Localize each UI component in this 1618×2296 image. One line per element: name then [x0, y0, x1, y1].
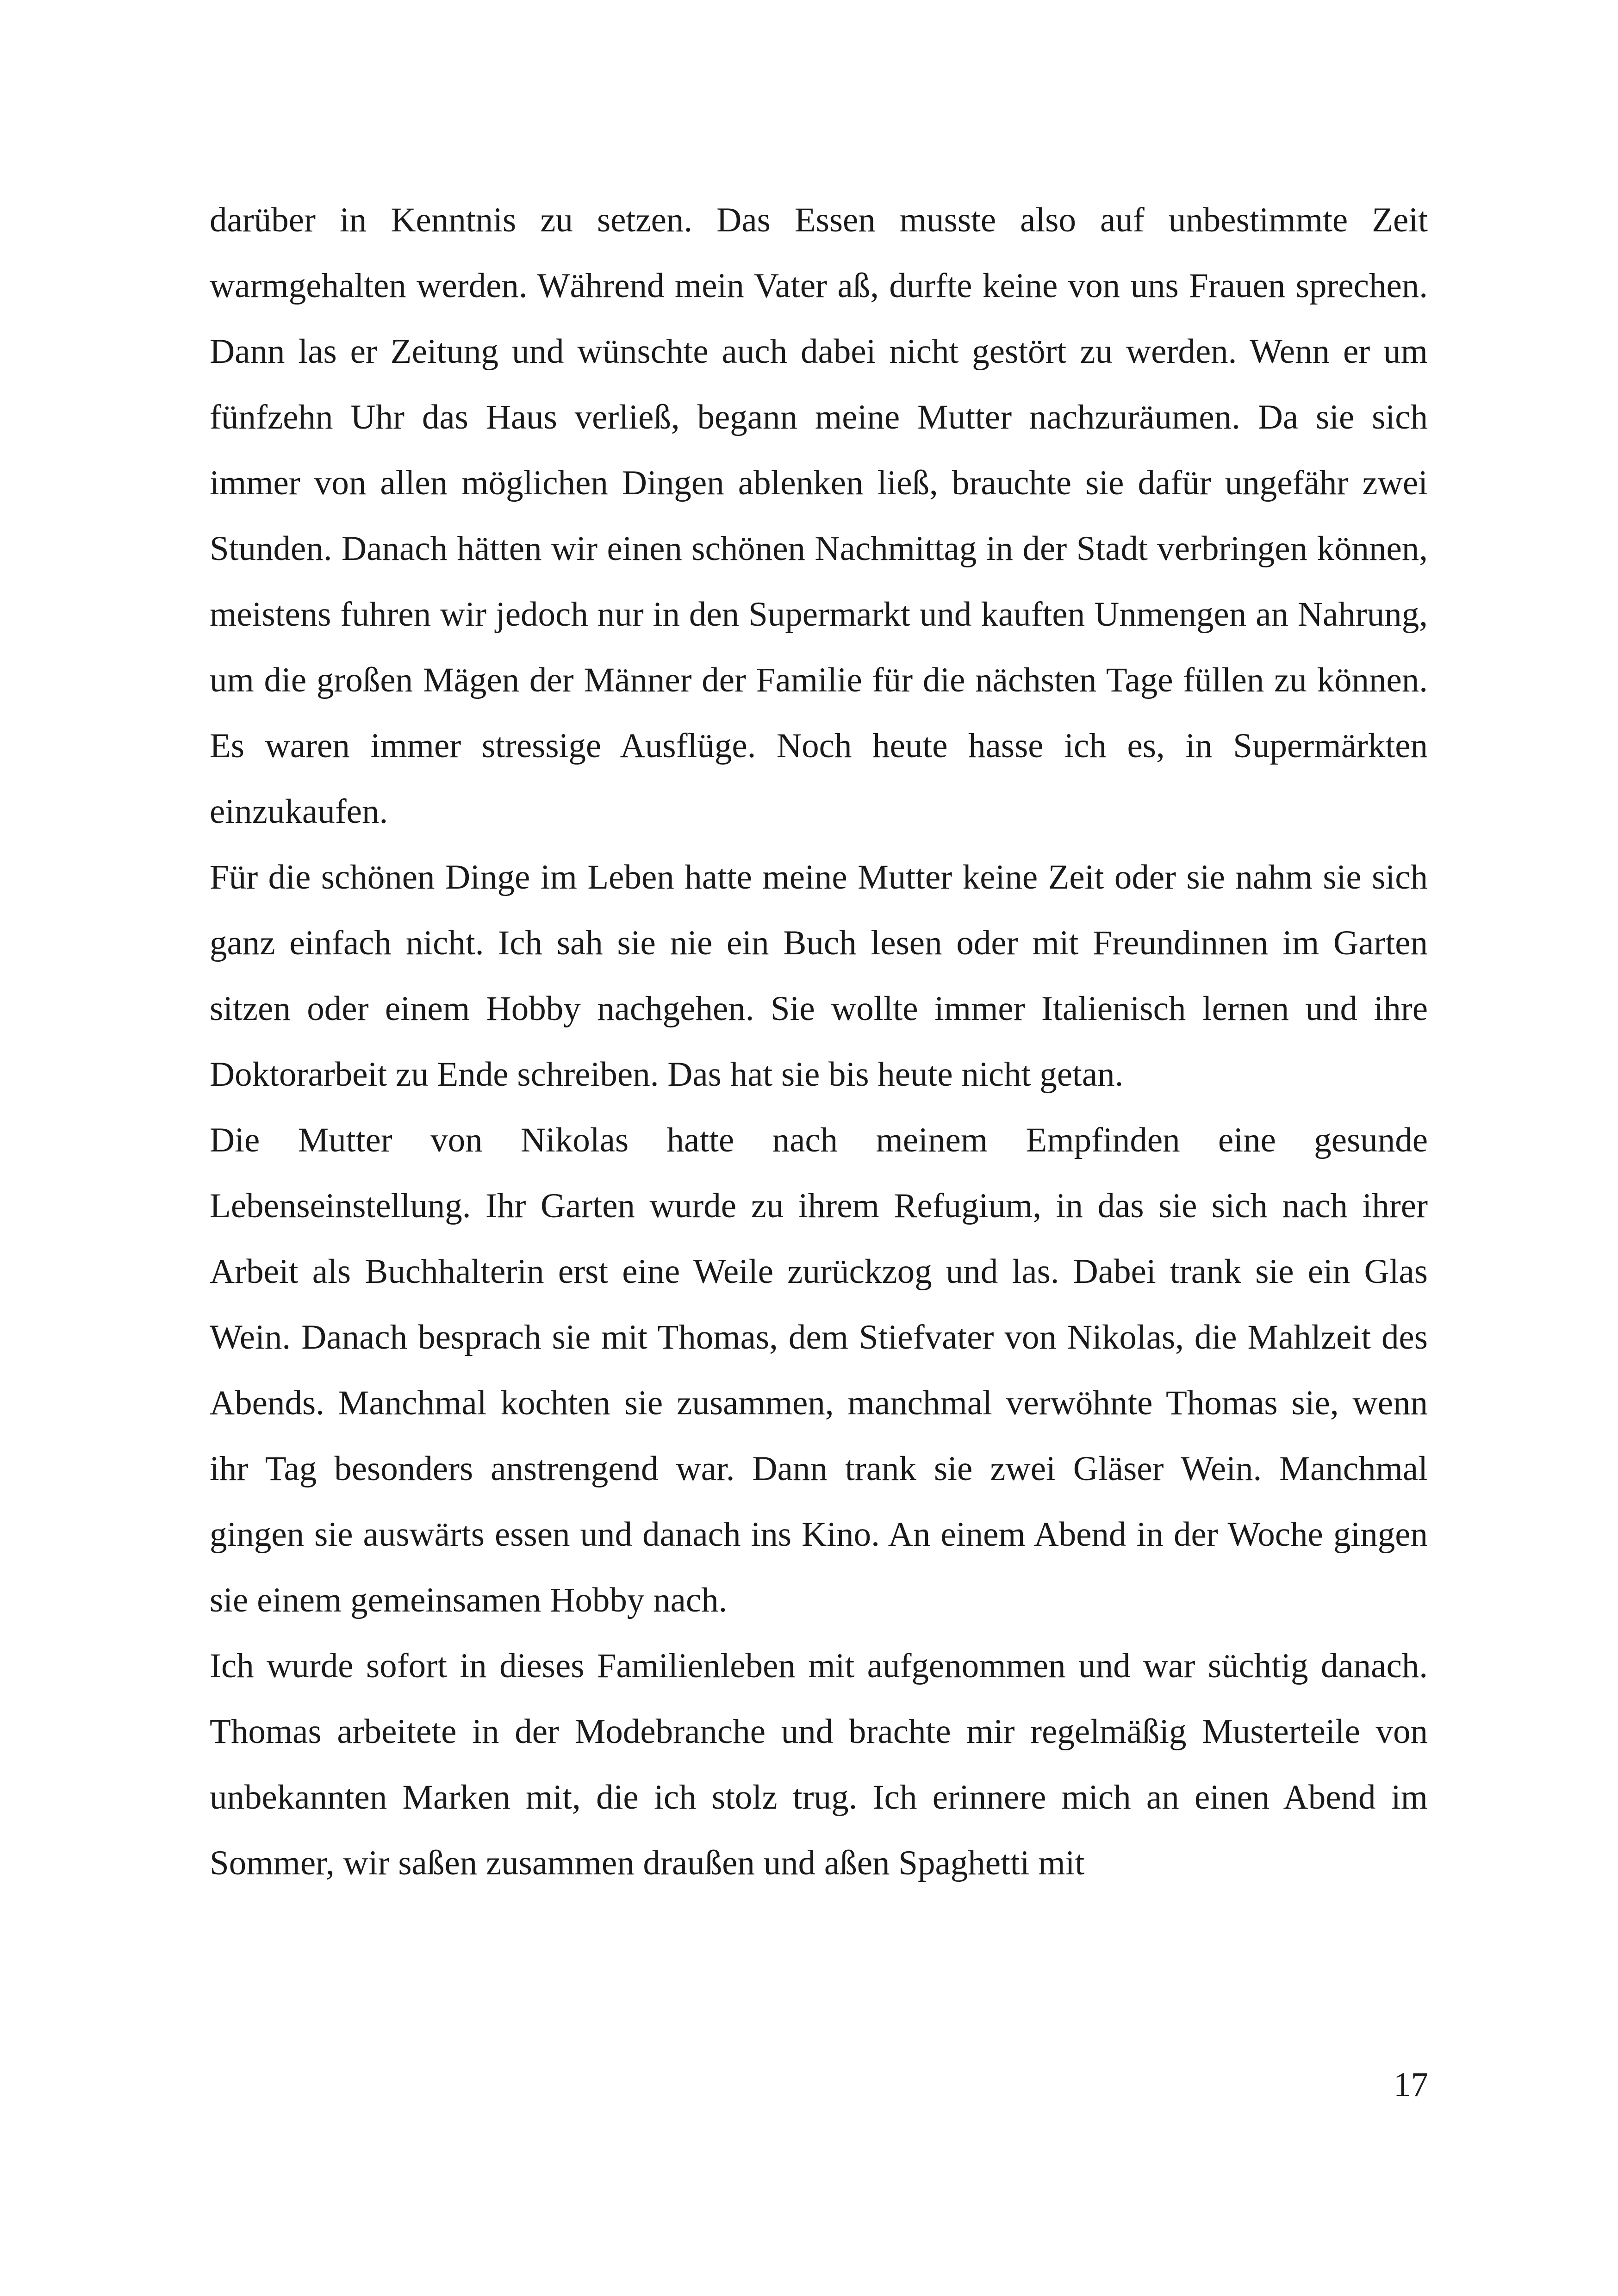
paragraph-4: Ich wurde sofort in dieses Familienleben mit aufgenommen und war süchtig danach. Thomas arbeitete in der Modebranche und brachte mir regelmäßig Musterteile von unbekannten Marken mit, die ich stolz trug. Ich erinnere mich an einen Abend im Sommer, wir saßen zusammen draußen und aßen Spaghetti mit: [210, 1647, 1428, 1882]
paragraph-3: Die Mutter von Nikolas hatte nach meinem Empfinden eine gesunde Lebenseinstellung. Ihr Garten wurde zu ihrem Refugium, in das sie sich nach ihrer Arbeit als Buchhalterin erst eine Weile zurückzog und las. Dabei trank sie ein Glas Wein. Danach besprach sie mit Thomas, dem Stiefvater von Nikolas, die Mahlzeit des Abends. Manchmal kochten sie zusammen, manchmal verwöhnte Thomas sie, wenn ihr Tag besonders anstrengend war. Dann trank sie zwei Gläser Wein. Manchmal gingen sie auswärts essen und danach ins Kino. An einem Abend in der Woche gingen sie einem gemeinsamen Hobby nach.: [210, 1121, 1428, 1619]
body-text: [210, 187, 1428, 1896]
page-number: 17: [1394, 2066, 1428, 2104]
paragraph-1: darüber in Kenntnis zu setzen. Das Essen musste also auf unbestimmte Zeit warmgehalten werden. Während mein Vater aß, durfte keine von uns Frauen sprechen. Dann las er Zeitung und wünschte auch dabei nicht gestört zu werden. Wenn er um fünfzehn Uhr das Haus verließ, begann meine Mutter nachzuräumen. Da sie sich immer von allen möglichen Dingen ablenken ließ, brauchte sie dafür ungefähr zwei Stunden. Danach hätten wir einen schönen Nachmittag in der Stadt verbringen können, meistens fuhren wir jedoch nur in den Supermarkt und kauften Unmengen an Nahrung, um die großen Mägen der Männer der Familie für die nächsten Tage füllen zu können. Es waren immer stressige Ausflüge. Noch heute hasse ich es, in Supermärkten einzukaufen.: [210, 201, 1428, 831]
paragraph-2: Für die schönen Dinge im Leben hatte meine Mutter keine Zeit oder sie nahm sie sich ganz einfach nicht. Ich sah sie nie ein Buch lesen oder mit Freundinnen im Garten sitzen oder einem Hobby nachgehen. Sie wollte immer Italienisch lernen und ihre Doktorarbeit zu Ende schreiben. Das hat sie bis heute nicht getan.: [210, 858, 1428, 1094]
